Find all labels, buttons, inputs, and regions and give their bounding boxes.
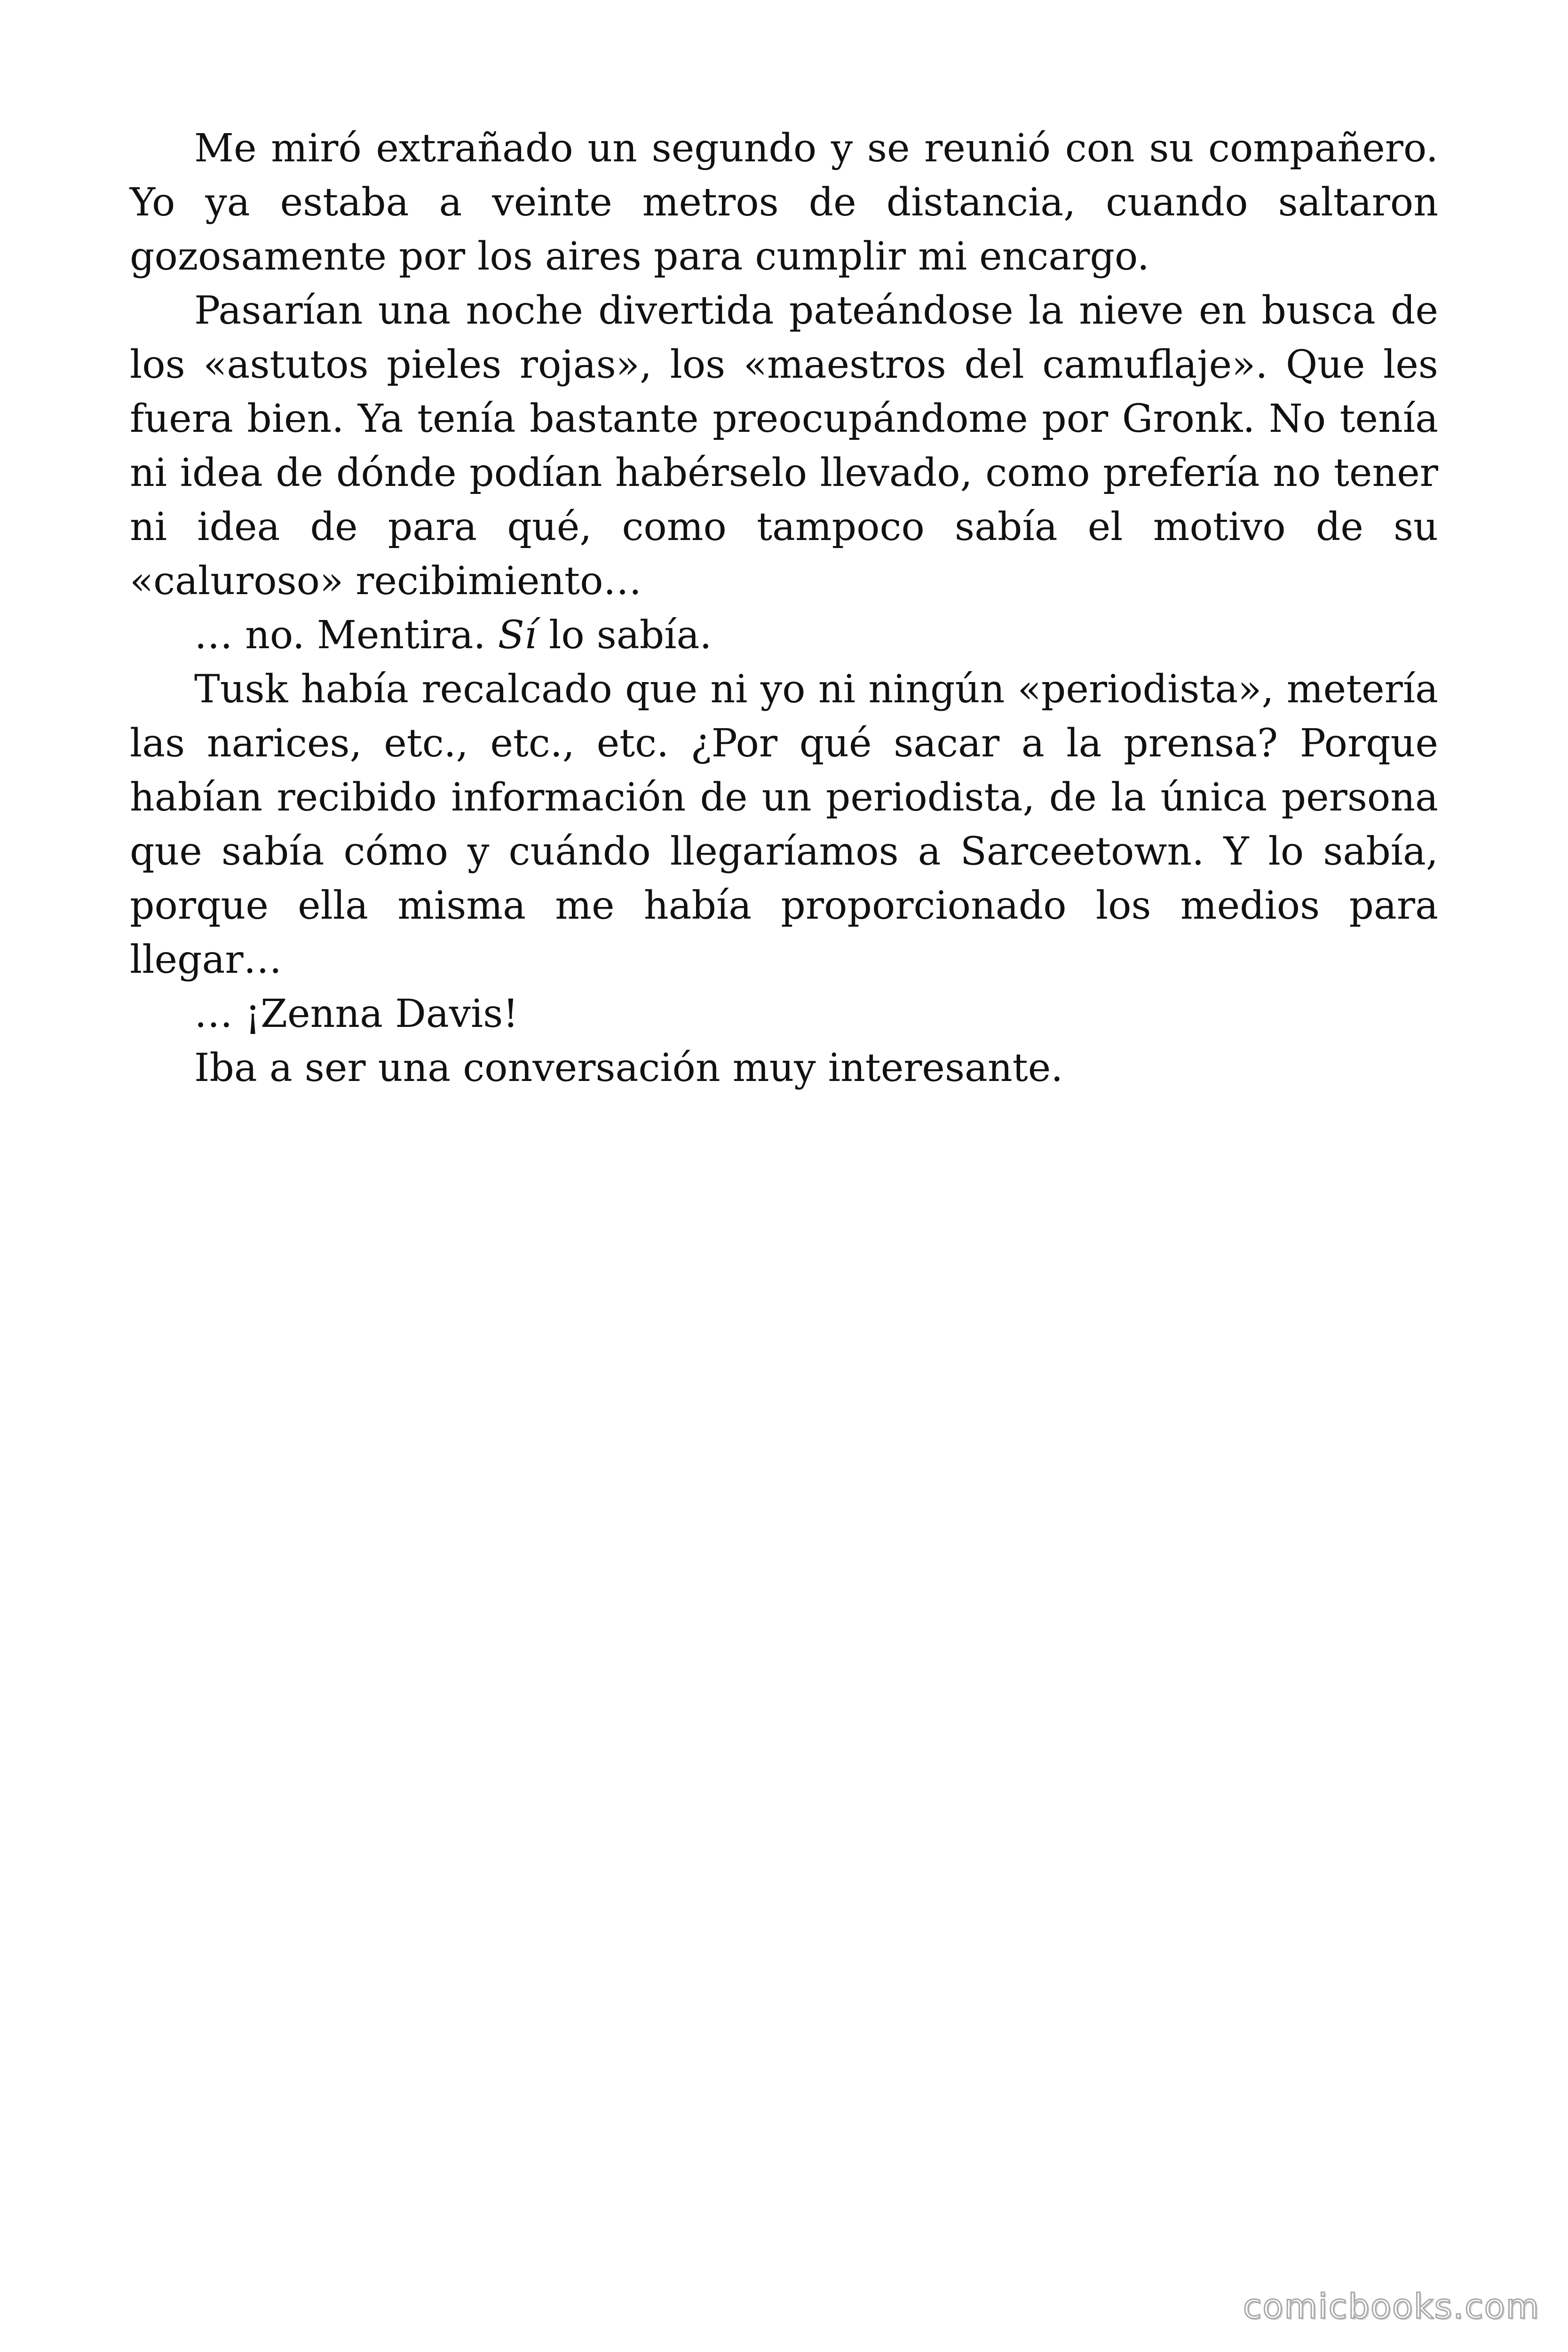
page-body-text [130,121,1438,1095]
paragraph-text: … ¡Zenna Davis! [194,992,519,1036]
paragraph-text: Tusk había recalcado que ni yo ni ningún «periodista», metería las narices, etc., etc., etc. ¿Por qué sacar a la prensa? Porque habían recibido información de un periodista, de la única persona que sabía cómo y cuándo llegaríamos a Sarceetown. Y lo sabía, porque ella misma me había proporcionado los medios para llegar… [130,667,1438,982]
site-watermark: comicbooks.com [1243,2287,1540,2326]
paragraph [130,987,1438,1041]
paragraph-text: Pasarían una noche divertida pateándose la nieve en busca de los «astutos pieles rojas», los «maestros del camuflaje». Que les fuera bien. Ya tenía bastante preocupándome por Gronk. No tenía ni idea de dónde podían habérselo llevado, como prefería no tener ni idea de para qué, como tampoco sabía el motivo de su «caluroso» recibimiento… [130,288,1438,604]
paragraph-text: Me miró extrañado un segundo y se reunió con su compañero. Yo ya estaba a veinte metros de distancia, cuando saltaron gozosamente por los aires para cumplir mi encargo. [130,126,1438,279]
paragraph-text: Iba a ser una conversación muy interesante. [194,1046,1063,1090]
emphasized-text: Sí [498,613,537,658]
paragraph [130,1041,1438,1095]
paragraph-text: … no. Mentira. [194,613,498,658]
paragraph [130,121,1438,284]
paragraph-text: lo sabía. [537,613,712,658]
paragraph [130,284,1438,608]
paragraph [130,608,1438,662]
paragraph [130,662,1438,987]
